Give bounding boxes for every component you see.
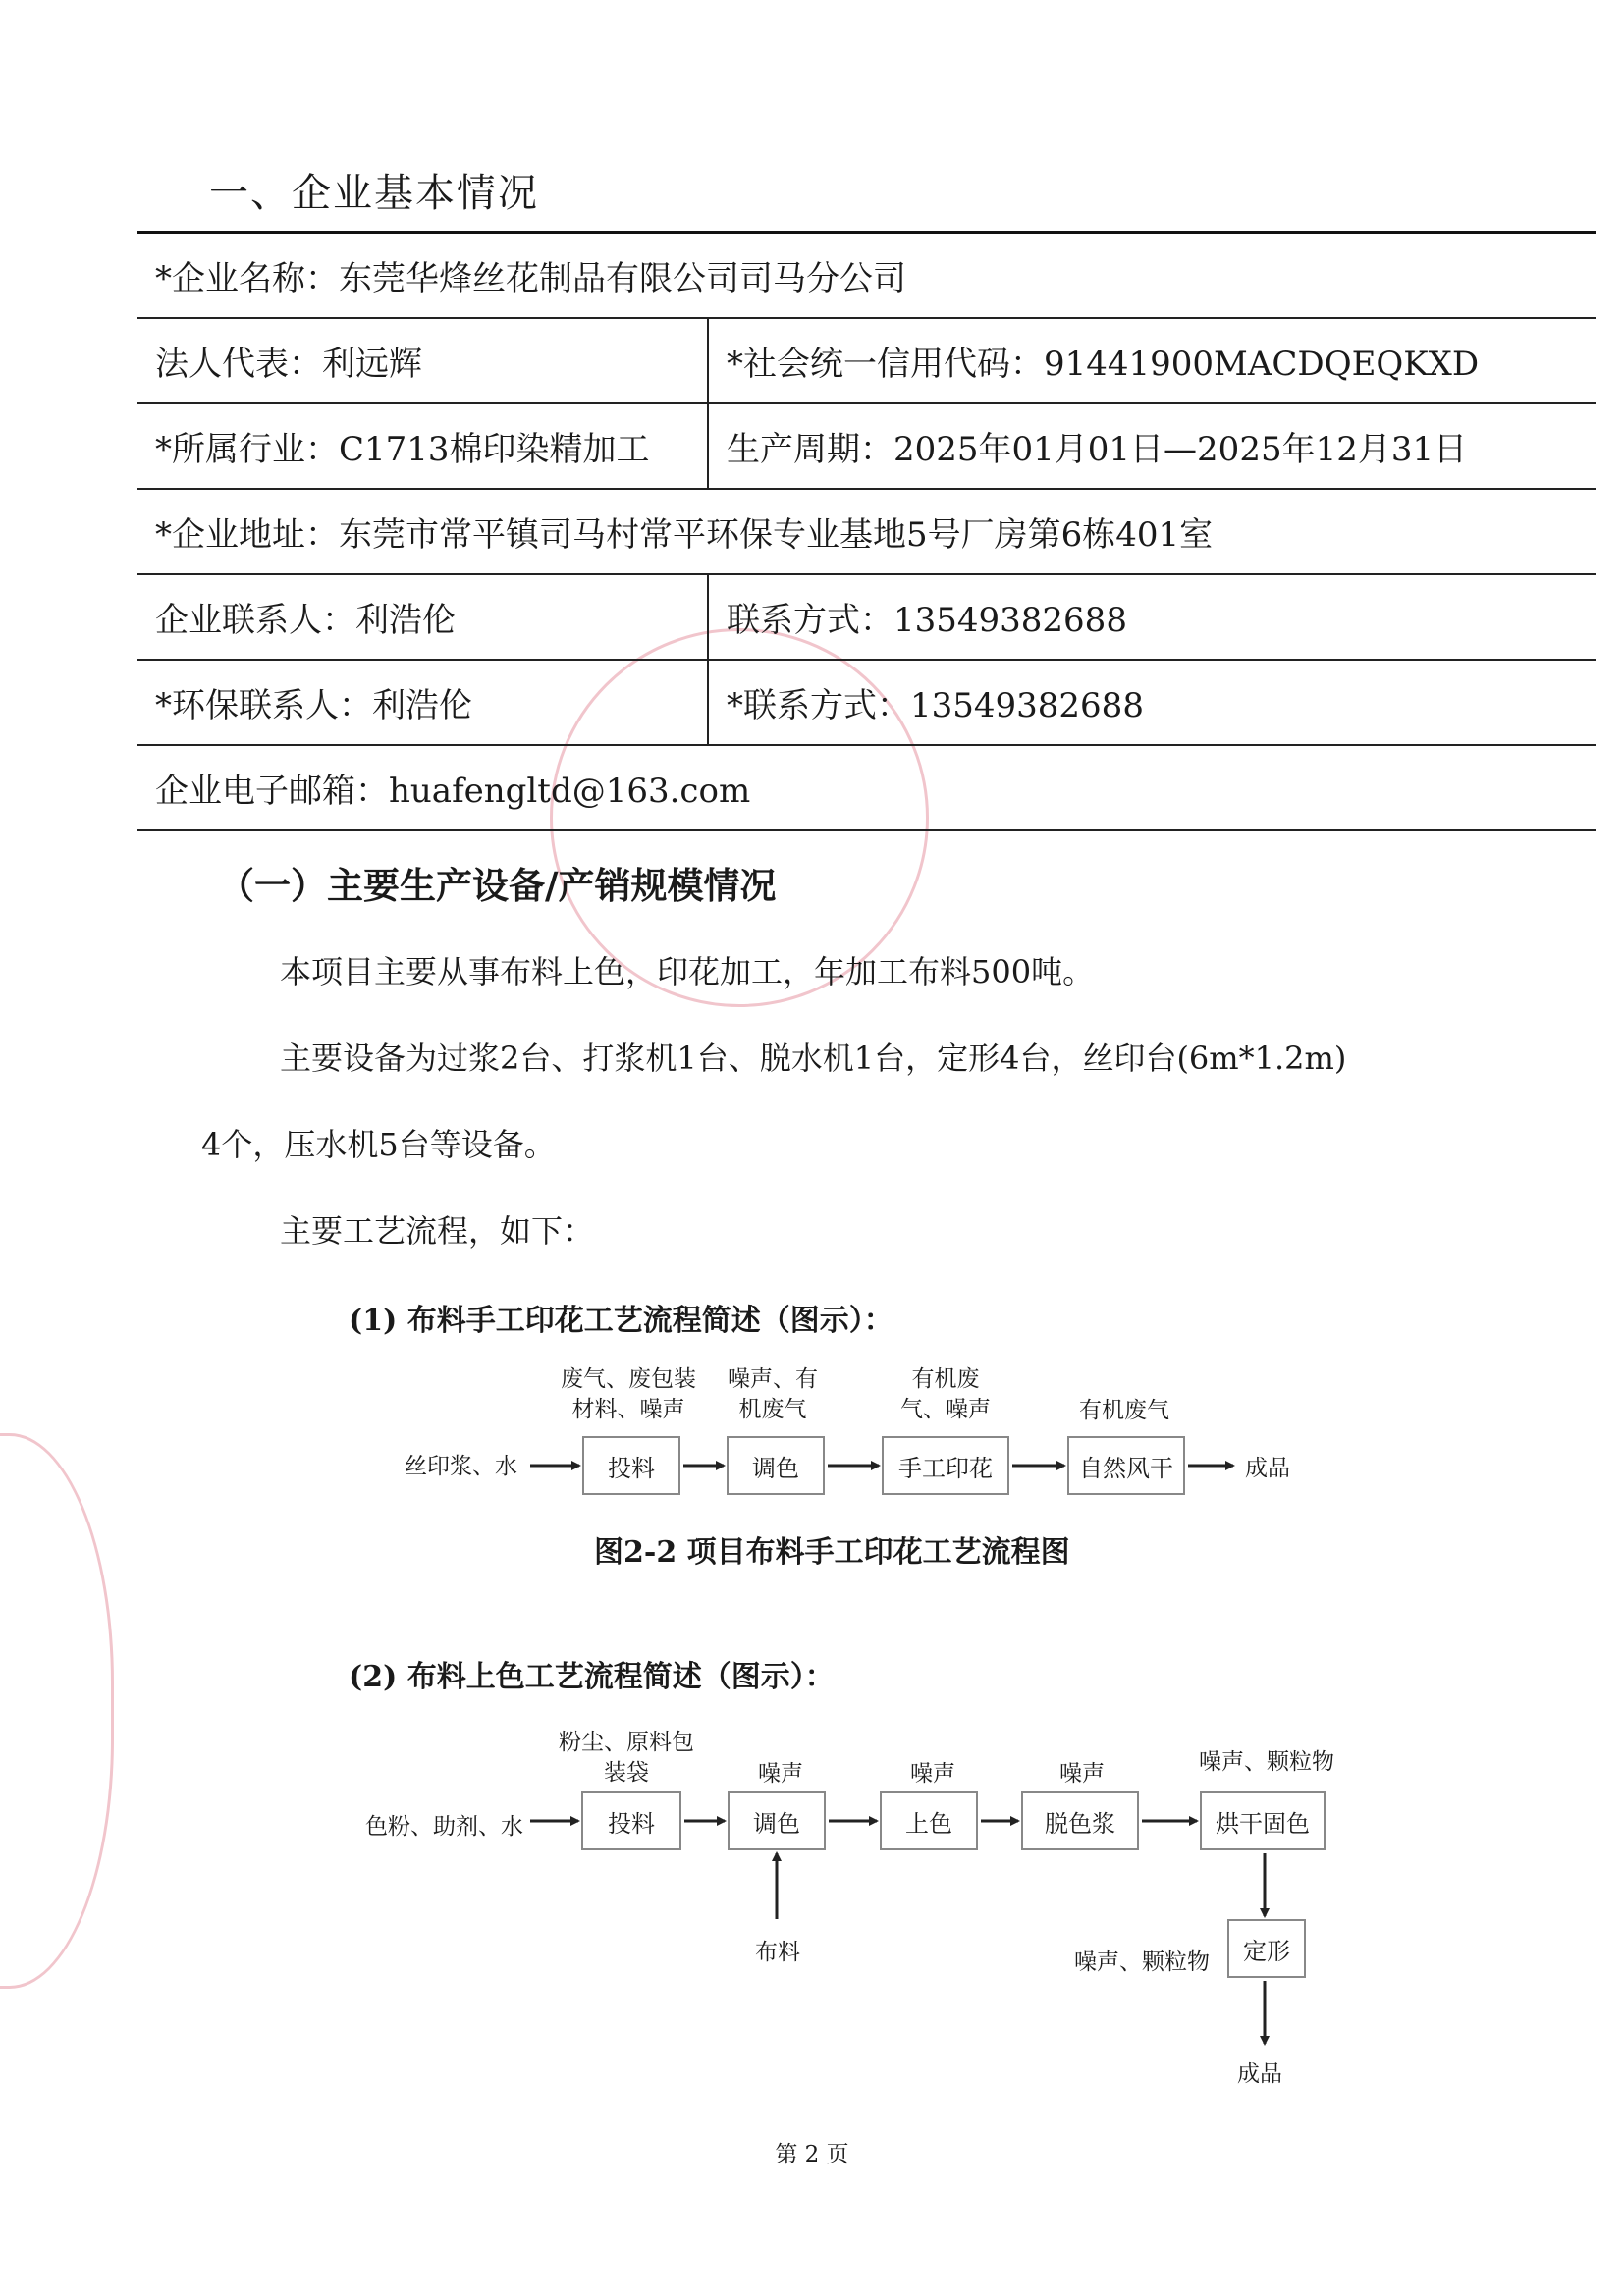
flow2-input: 色粉、助剂、水 — [365, 1814, 523, 1840]
flow1-emission-3-line1: 有机废 — [911, 1366, 980, 1392]
flow1-input: 丝印浆、水 — [405, 1454, 517, 1479]
flow2-step-feeding: 投料 — [581, 1791, 681, 1850]
flow1-title: (1) 布料手工印花工艺流程简述（图示）： — [349, 1304, 893, 1338]
contact-phone-cell: 联系方式：13549382688 — [708, 574, 1596, 660]
flow2-step-decolor-paste: 脱色浆 — [1021, 1791, 1139, 1850]
flow2-step-drying-fixing: 烘干固色 — [1200, 1791, 1326, 1850]
env-contact-phone-cell: *联系方式：13549382688 — [708, 660, 1596, 745]
subsection-title: （一）主要生产设备/产销规模情况 — [218, 864, 777, 907]
section-title: 一、企业基本情况 — [209, 171, 539, 216]
flow2-step-coloring: 上色 — [880, 1791, 978, 1850]
flow2-setting-emission: 噪声、颗粒物 — [1074, 1949, 1210, 1975]
flow1-step-color-mixing: 调色 — [727, 1436, 825, 1495]
flow2-emission-1-line1: 粉尘、原料包 — [559, 1730, 694, 1755]
flow1-emission-4-line1: 有机废气 — [1079, 1398, 1169, 1423]
flow1-output: 成品 — [1245, 1456, 1290, 1481]
flow2-step-color-mixing: 调色 — [728, 1791, 826, 1850]
flow1-caption: 图2-2 项目布料手工印花工艺流程图 — [594, 1535, 1070, 1570]
flow1-emission-1-line2: 材料、噪声 — [571, 1397, 685, 1423]
flow2-emission-4-line1: 噪声 — [1059, 1761, 1105, 1787]
company-name-cell: *企业名称：东莞华烽丝花制品有限公司司马分公司 — [137, 233, 1596, 319]
flow1-step-feeding: 投料 — [582, 1436, 680, 1495]
flow1-step-hand-printing: 手工印花 — [882, 1436, 1009, 1495]
flow2-side-input: 布料 — [755, 1940, 800, 1965]
paragraph-equipment: 主要设备为过浆2台、打浆机1台、脱水机1台，定形4台，丝印台(6m*1.2m) — [280, 1040, 1347, 1077]
flow2-step-setting: 定形 — [1227, 1919, 1306, 1978]
production-period-cell: 生产周期：2025年01月01日—2025年12月31日 — [708, 403, 1596, 489]
paragraph-equipment-cont: 4个，压水机5台等设备。 — [201, 1126, 556, 1163]
flow1-emission-1-line1: 废气、废包装 — [561, 1366, 696, 1392]
paragraph-scope: 本项目主要从事布料上色，印花加工，年加工布料500吨。 — [280, 953, 1095, 990]
flow2-emission-1-line2: 装袋 — [604, 1760, 649, 1787]
flow1-emission-2-line2: 机废气 — [738, 1397, 807, 1423]
flow1-emission-3-line2: 气、噪声 — [900, 1397, 991, 1423]
flow2-emission-5-line1: 噪声、颗粒物 — [1199, 1749, 1334, 1775]
page-number: 第 2 页 — [775, 2142, 849, 2167]
credit-code-cell: *社会统一信用代码：91441900MACDQEQKXD — [708, 318, 1596, 403]
legal-rep-cell: 法人代表：利远辉 — [137, 318, 708, 403]
flow2-output: 成品 — [1237, 2061, 1282, 2087]
address-cell: *企业地址：东莞市常平镇司马村常平环保专业基地5号厂房第6栋401室 — [137, 489, 1596, 574]
industry-cell: *所属行业：C1713棉印染精加工 — [137, 403, 708, 489]
env-contact-person-cell: *环保联系人：利浩伦 — [137, 660, 708, 745]
flow2-emission-3-line1: 噪声 — [910, 1761, 955, 1787]
flow1-emission-2-line1: 噪声、有 — [728, 1366, 818, 1392]
paragraph-process-intro: 主要工艺流程，如下： — [280, 1212, 595, 1250]
flow1-step-air-drying: 自然风干 — [1067, 1436, 1185, 1495]
flow2-title: (2) 布料上色工艺流程简述（图示）： — [349, 1660, 835, 1694]
contact-person-cell: 企业联系人：利浩伦 — [137, 574, 708, 660]
email-cell: 企业电子邮箱：huafengltd@163.com — [137, 745, 1596, 830]
flow2-emission-2-line1: 噪声 — [758, 1761, 803, 1787]
